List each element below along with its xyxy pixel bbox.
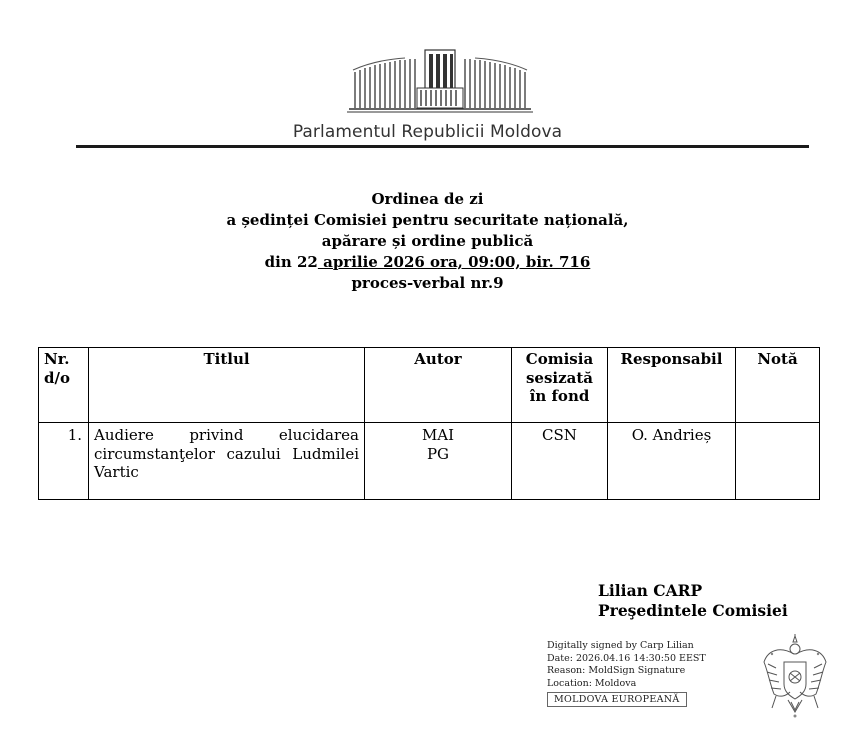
header-comisia-line-3: în fond	[529, 387, 590, 405]
meeting-date-time-room: aprilie 2026 ora, 09:00, bir. 716	[317, 253, 591, 271]
parliament-building-icon	[345, 48, 535, 114]
digital-signed-by: Digitally signed by Carp Lilian	[547, 640, 694, 651]
digital-signature-block	[547, 640, 706, 707]
header-divider	[76, 145, 809, 148]
title-line-4	[0, 252, 855, 273]
header-autor: Autor	[365, 348, 512, 423]
header-comisia	[512, 348, 608, 423]
moldova-coat-of-arms-icon	[760, 632, 830, 720]
title-line-1: Ordinea de zi	[371, 190, 484, 208]
header-nr-line-1: Nr.	[44, 350, 70, 368]
digital-location: Location: Moldova	[547, 677, 637, 689]
signature-badge: MOLDOVA EUROPEANĂ	[547, 692, 687, 707]
cell-autor	[365, 423, 512, 500]
agenda-title	[0, 189, 855, 294]
cell-titlul: Audiere privind elucidarea circumstanţelor cazului Ludmilei Vartic	[89, 423, 365, 500]
title-line-5: proces-verbal nr.9	[351, 274, 504, 292]
signatory	[598, 581, 788, 621]
digital-reason: Reason: MoldSign Signature	[547, 665, 686, 676]
agenda-table	[38, 347, 820, 500]
header-titlul: Titlul	[89, 348, 365, 423]
table-row	[39, 423, 820, 500]
cell-nr: 1.	[39, 423, 89, 500]
signatory-name: Lilian CARP	[598, 581, 703, 600]
header-comisia-line-1: Comisia	[525, 350, 594, 368]
cell-autor-line-1: MAI	[421, 426, 455, 444]
meeting-date-prefix: din 22	[264, 253, 318, 271]
cell-comisia: CSN	[512, 423, 608, 500]
header-nr	[39, 348, 89, 423]
title-line-3: apărare și ordine publică	[321, 232, 534, 250]
table-header-row	[39, 348, 820, 423]
header-comisia-line-2: sesizată	[525, 368, 594, 387]
cell-nota	[736, 423, 820, 500]
organization-name: Parlamentul Republicii Moldova	[292, 122, 563, 142]
header-nota: Notă	[736, 348, 820, 423]
cell-autor-line-2: PG	[426, 444, 450, 463]
signatory-role: Preşedintele Comisiei	[598, 601, 788, 620]
header-responsabil: Responsabil	[608, 348, 736, 423]
title-line-2: a ședinței Comisiei pentru securitate națională,	[226, 211, 629, 229]
header-nr-line-2: d/o	[44, 368, 70, 387]
cell-responsabil: O. Andrieș	[608, 423, 736, 500]
digital-date: Date: 2026.04.16 14:30:50 EEST	[547, 652, 706, 664]
